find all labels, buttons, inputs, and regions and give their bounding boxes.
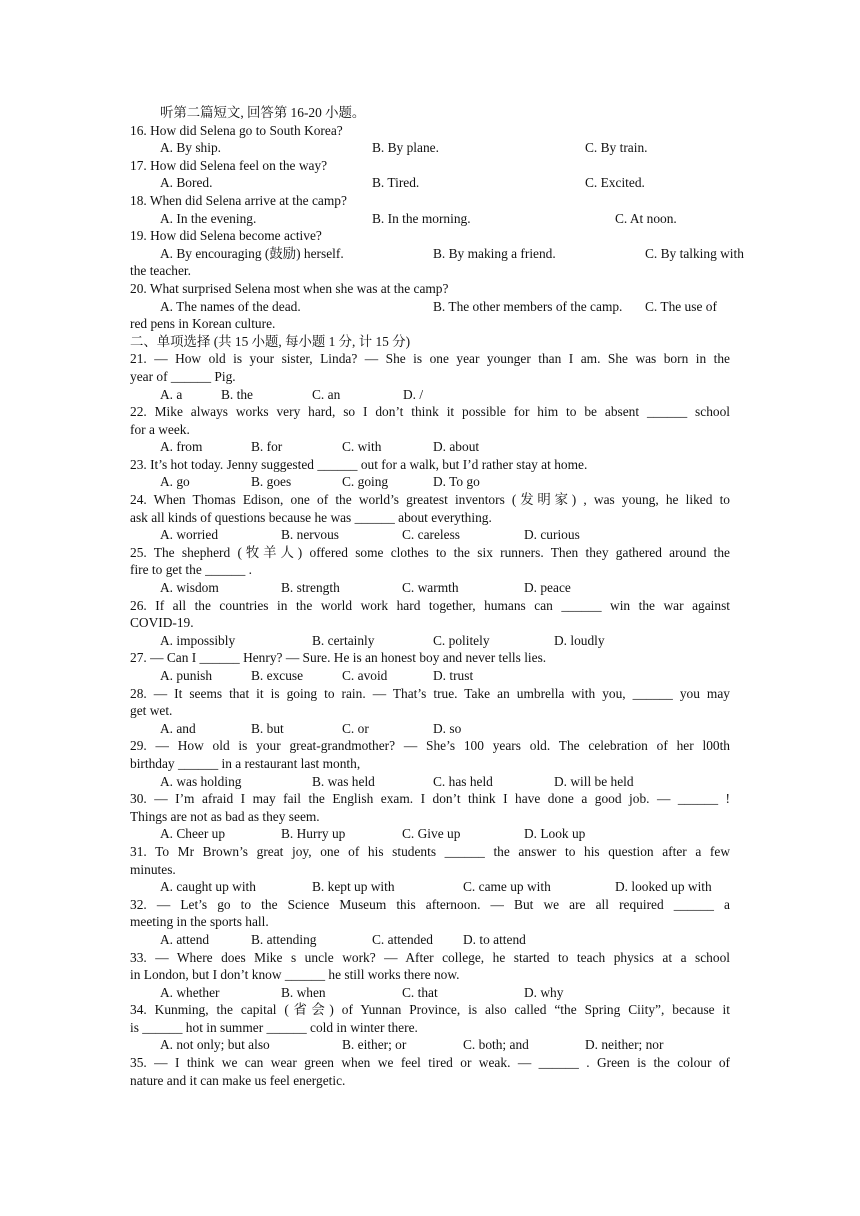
question-item <box>130 456 730 491</box>
option-choice: D. to attend <box>463 931 526 947</box>
option-choice: A. attend <box>160 931 210 947</box>
question-item <box>130 544 730 597</box>
question-stem: meeting in the sports hall. <box>130 914 269 930</box>
option-choice: D. trust <box>433 668 474 683</box>
option-choice: A. was holding <box>160 773 242 789</box>
option-choice: C. avoid <box>342 668 388 683</box>
option-choice: D. Look up <box>524 826 586 842</box>
option-choice: C. an <box>312 386 341 402</box>
option-choice: C. both; and <box>463 1037 529 1053</box>
question-item <box>130 491 730 544</box>
option-choice: C. careless <box>402 527 461 543</box>
question-item <box>130 1054 730 1089</box>
question-stem: 21. — How old is your sister, Linda? — She is one year younger than I am. She was born in the <box>130 351 730 367</box>
question-item <box>130 280 730 333</box>
question-item <box>130 949 730 1002</box>
option-choice: C. At noon. <box>615 210 677 226</box>
option-continuation: the teacher. <box>130 263 191 279</box>
options-row <box>130 526 730 544</box>
question-stem: 29. — How old is your great-grandmother? — She’s 100 years old. The celebration of her l00th <box>130 738 730 754</box>
question-stem: birthday ______ in a restaurant last month, <box>130 755 361 771</box>
option-choice: A. punish <box>160 668 213 683</box>
question-item <box>130 1001 730 1054</box>
question-stem: 24. When Thomas Edison, one of the world’s greatest inventors (发明家) , was young, he liked to <box>130 492 730 508</box>
option-choice: C. came up with <box>463 879 551 895</box>
question-stem: 19. How did Selena become active? <box>130 228 322 244</box>
option-continuation: red pens in Korean culture. <box>130 316 276 332</box>
question-stem: 33. — Where does Mike s uncle work? — After college, he started to teach physics at a school <box>130 949 730 965</box>
options-row <box>130 245 744 263</box>
question-stem: 23. It’s hot today. Jenny suggested ______ out for a walk, but I’d rather stay at home. <box>130 456 588 472</box>
option-choice: A. whether <box>160 984 220 1000</box>
option-choice: D. curious <box>524 527 580 543</box>
option-choice: A. worried <box>160 527 219 543</box>
options-row <box>130 825 730 843</box>
question-stem: is ______ hot in summer ______ cold in winter there. <box>130 1019 418 1035</box>
option-choice: A. By encouraging (鼓励) herself. <box>160 245 344 261</box>
option-choice: C. The use of <box>645 298 717 314</box>
option-choice: C. By train. <box>585 140 648 156</box>
question-stem: 28. — It seems that it is going to rain. — That’s true. Take an umbrella with you, ______ you may <box>130 685 730 701</box>
options-row <box>130 438 730 456</box>
option-choice: B. excuse <box>251 668 304 683</box>
options-row <box>130 174 730 192</box>
option-choice: A. impossibly <box>160 632 236 648</box>
exam-content <box>130 104 744 1089</box>
option-choice: C. Excited. <box>585 175 645 191</box>
option-choice: B. was held <box>312 773 375 789</box>
question-stem: fire to get the ______ . <box>130 562 252 578</box>
question-stem: 26. If all the countries in the world work hard together, humans can ______ win the war against <box>130 597 730 613</box>
option-choice: A. caught up with <box>160 879 256 895</box>
option-choice: C. warmth <box>402 580 459 596</box>
option-choice: C. attended <box>372 931 433 947</box>
option-choice: B. for <box>251 439 283 455</box>
option-choice: B. either; or <box>342 1037 407 1053</box>
option-choice: B. certainly <box>312 632 375 648</box>
question-item <box>130 649 730 684</box>
question-item <box>130 157 730 192</box>
question-stem: in London, but I don’t know ______ he still works there now. <box>130 967 460 983</box>
options-row <box>130 632 730 650</box>
option-choice: D. loudly <box>554 632 605 648</box>
question-stem: ask all kinds of questions because he was ______ about everything. <box>130 509 492 525</box>
option-choice: D. why <box>524 984 564 1000</box>
option-choice: C. Give up <box>402 826 461 842</box>
option-choice: B. By making a friend. <box>433 245 556 261</box>
question-stem: 25. The shepherd (牧羊人) offered some clothes to the six runners. Then they gathered around the <box>130 544 730 560</box>
option-choice: D. To go <box>433 474 480 490</box>
question-stem: 31. To Mr Brown’s great joy, one of his students ______ the answer to his question after a few <box>130 843 730 859</box>
options-row <box>130 773 730 791</box>
question-item <box>130 403 730 456</box>
options-row <box>130 878 730 896</box>
option-choice: B. the <box>221 386 253 402</box>
option-choice: A. In the evening. <box>160 210 257 226</box>
option-choice: B. strength <box>281 580 340 596</box>
question-item <box>130 737 730 790</box>
section-heading: 二、单项选择 (共 15 小题, 每小题 1 分, 计 15 分) <box>130 333 411 349</box>
option-choice: B. Hurry up <box>281 826 346 842</box>
option-choice: B. when <box>281 984 326 1000</box>
option-choice: B. nervous <box>281 527 340 543</box>
option-choice: D. about <box>433 439 480 455</box>
section-intro: 听第二篇短文, 回答第 16-20 小题。 <box>160 105 366 120</box>
question-stem: 32. — Let’s go to the Science Museum this afternoon. — But we are all required ______ a <box>130 896 730 912</box>
question-stem: nature and it can make us feel energetic. <box>130 1072 346 1088</box>
question-stem: 17. How did Selena feel on the way? <box>130 157 328 173</box>
option-choice: D. will be held <box>554 773 634 789</box>
options-row <box>130 984 730 1002</box>
option-choice: D. so <box>433 720 462 736</box>
options-row <box>130 579 730 597</box>
options-row <box>130 931 730 949</box>
option-choice: D. / <box>403 386 424 402</box>
option-choice: B. attending <box>251 931 317 947</box>
question-stem: COVID-19. <box>130 615 194 631</box>
question-stem: 30. — I’m afraid I may fail the English exam. I don’t think I have done a good job. — ______ ! <box>130 791 730 807</box>
question-stem: 27. — Can I ______ Henry? — Sure. He is an honest boy and never tells lies. <box>130 650 547 666</box>
question-item <box>130 122 730 157</box>
options-row <box>130 210 730 228</box>
option-choice: C. By talking with <box>645 245 744 261</box>
question-stem: 35. — I think we can wear green when we feel tired or weak. — ______ . Green is the colour of <box>130 1055 730 1071</box>
question-stem: Things are not as bad as they seem. <box>130 808 320 824</box>
option-choice: B. The other members of the camp. <box>433 298 623 314</box>
question-item <box>130 227 744 280</box>
question-stem: year of ______ Pig. <box>130 368 236 384</box>
option-choice: A. a <box>160 386 183 402</box>
options-row <box>130 298 730 316</box>
question-stem: 16. How did Selena go to South Korea? <box>130 122 343 138</box>
question-stem: 22. Mike always works very hard, so I don’t think it possible for him to be absent ______ school <box>130 404 730 420</box>
option-choice: A. and <box>160 720 196 736</box>
option-choice: A. not only; but also <box>160 1037 270 1053</box>
option-choice: B. but <box>251 720 284 736</box>
option-choice: A. Cheer up <box>160 826 226 842</box>
option-choice: A. Bored. <box>160 175 213 191</box>
question-stem: minutes. <box>130 861 176 877</box>
question-stem: for a week. <box>130 421 190 437</box>
question-item <box>130 896 730 949</box>
option-choice: A. go <box>160 474 190 490</box>
option-choice: C. with <box>342 439 382 455</box>
option-choice: D. neither; nor <box>585 1037 664 1053</box>
question-item <box>130 685 730 738</box>
option-choice: B. goes <box>251 474 292 490</box>
option-choice: A. By ship. <box>160 140 222 156</box>
options-row <box>130 386 730 404</box>
option-choice: C. that <box>402 984 438 1000</box>
option-choice: C. politely <box>433 632 490 648</box>
option-choice: C. or <box>342 720 369 736</box>
question-stem: 34. Kunming, the capital (省会) of Yunnan Province, is also called “the Spring Ciity”, because it <box>130 1002 730 1018</box>
option-choice: D. peace <box>524 580 571 596</box>
option-choice: A. wisdom <box>160 580 219 596</box>
question-stem: 18. When did Selena arrive at the camp? <box>130 192 347 208</box>
option-choice: B. kept up with <box>312 879 395 895</box>
options-row <box>130 667 730 685</box>
option-choice: D. looked up with <box>615 879 712 895</box>
question-item <box>130 790 730 843</box>
option-choice: A. The names of the dead. <box>160 298 301 314</box>
option-choice: C. going <box>342 474 389 490</box>
question-item <box>130 192 730 227</box>
question-stem: get wet. <box>130 703 173 719</box>
question-item <box>130 843 730 896</box>
option-choice: A. from <box>160 439 203 455</box>
options-row <box>130 1036 730 1054</box>
option-choice: B. By plane. <box>372 140 439 156</box>
question-stem: 20. What surprised Selena most when she was at the camp? <box>130 280 449 296</box>
options-row <box>130 139 730 157</box>
options-row <box>130 720 730 738</box>
option-choice: B. In the morning. <box>372 210 471 226</box>
options-row <box>130 473 730 491</box>
question-item <box>130 597 730 650</box>
option-choice: B. Tired. <box>372 175 420 191</box>
option-choice: C. has held <box>433 773 493 789</box>
question-item <box>130 350 730 403</box>
